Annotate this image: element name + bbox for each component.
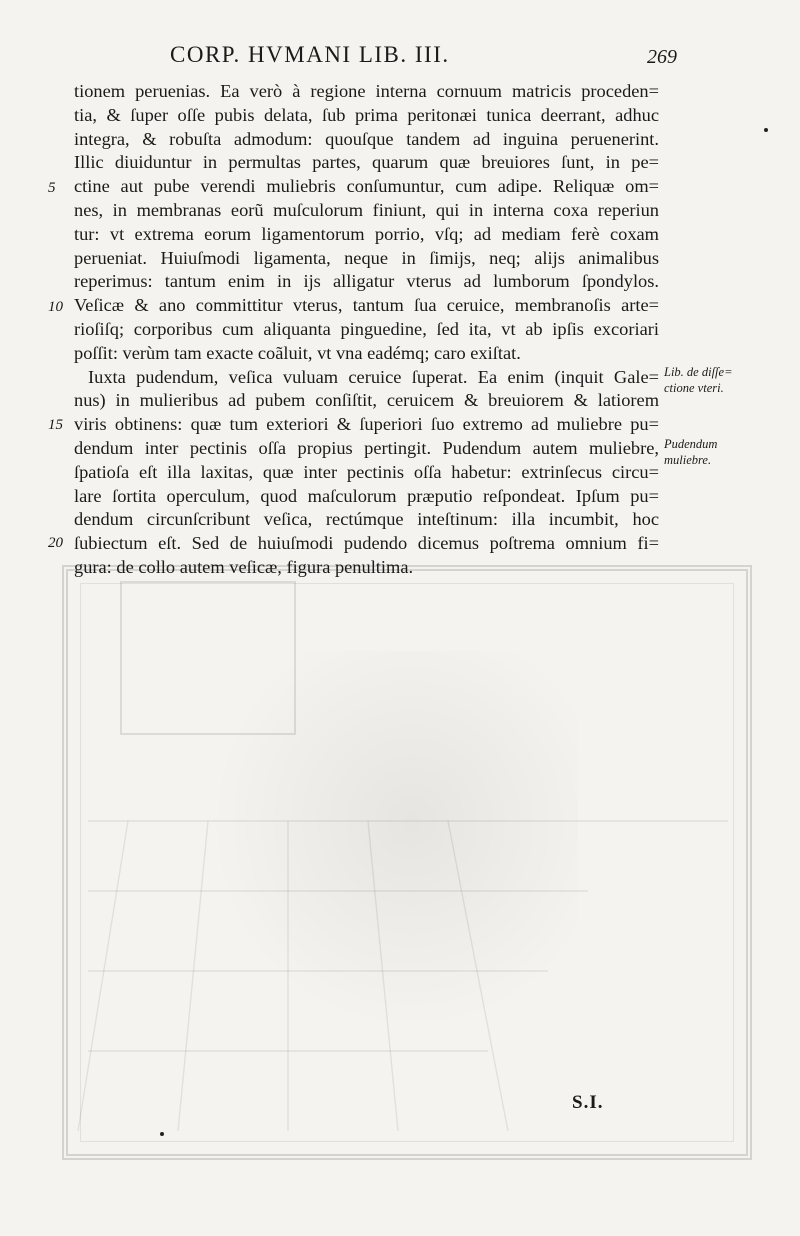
bleed-through-illustration-frame <box>62 565 752 1160</box>
line-number: 5 <box>48 180 56 196</box>
line-number: 20 <box>48 535 63 551</box>
text-line: ctine aut pube verendi muliebris conſumuntur, cum adipe. Reliquæ om= <box>74 176 659 197</box>
line-number: 10 <box>48 299 63 315</box>
text-line: perueniat. Huiuſmodi ligamenta, neque in ſimijs, neq; alijs animalibus <box>74 247 659 268</box>
text-line: dendum circunſcribunt veſica, rectúmque inteſtinum: illa incumbit, hoc <box>74 509 659 530</box>
text-line: lare ſortita operculum, quod maſculorum præputio reſpondeat. Ipſum pu= <box>74 485 659 506</box>
text-line: tia, & ſuper oſſe pubis delata, ſub prima peritonæi tunica deerrant, adhuc <box>74 104 659 125</box>
body-text <box>74 80 659 580</box>
page-number: 269 <box>647 46 677 68</box>
ink-speck <box>160 1132 164 1136</box>
bleed-through-floor-tiles <box>68 571 746 1154</box>
margin-note-line: Pudendum <box>664 437 718 451</box>
text-line: tionem peruenias. Ea verò à regione interna cornuum matricis proceden= <box>74 81 659 101</box>
text-line: nes, in membranas eorũ muſculorum finiunt, qui in interna coxa reperiun <box>74 199 659 220</box>
line-number: 15 <box>48 417 63 433</box>
text-line: ſubiectum eſt. Sed de huiuſmodi pudendo dicemus poſtrema omnium fi= <box>74 533 659 554</box>
text-line: Iuxta pudendum, veſica vuluam ceruice ſuperat. Ea enim (inquit Gale= <box>88 366 659 387</box>
text-line: reperimus: tantum enim in ijs alligatur vterus ad lumborum ſpondylos. <box>74 271 659 292</box>
margin-note-line: Lib. de diſſe= <box>664 365 733 379</box>
text-line: ſpatioſa eſt illa laxitas, quæ inter pectinis oſſa habetur: extrinſecus circu= <box>74 461 659 482</box>
text-line: dendum inter pectinis oſſa propius pertingit. Pudendum autem muliebre, <box>74 437 659 458</box>
text-line: nus) in mulieribus ad pubem conſiſtit, ceruicem & breuiorem & latiorem <box>74 390 659 411</box>
text-line: tur: vt extrema eorum ligamentorum porrio, vſq; ad mediam ferè coxam <box>74 223 659 244</box>
text-line: Illic diuiduntur in permultas partes, quarum quæ breuiores ſunt, in pe= <box>74 152 659 173</box>
text-line: Veſicæ & ano committitur vterus, tantum ſua ceruice, membranoſis arte= <box>74 295 659 316</box>
running-title: CORP. HVMANI LIB. III. <box>170 42 450 67</box>
margin-note-pudendum <box>664 436 794 468</box>
text-line: poſſit: verùm tam exacte coãluit, vt vna eadémq; caro exiſtat. <box>74 342 521 363</box>
page-header <box>170 42 690 78</box>
margin-note-line: muliebre. <box>664 453 712 467</box>
margin-note-dissectione <box>664 364 794 396</box>
text-line: viris obtinens: quæ tum exteriori & ſuperiori ſuo extremo ad muliebre pu= <box>74 414 659 435</box>
margin-note-line: ctione vteri. <box>664 381 724 395</box>
printer-signature: S.I. <box>572 1092 604 1113</box>
ink-speck <box>764 128 768 132</box>
text-line: integra, & robuſta admodum: quouſque tandem ad inguina peruenerint. <box>74 128 659 149</box>
text-line: rioſiſq; corporibus cum aliquanta pinguedine, ſed ita, vt ab ipſis excoriari <box>74 318 659 339</box>
text-line: gura: de collo autem veſicæ, figura penultima. <box>74 556 414 577</box>
